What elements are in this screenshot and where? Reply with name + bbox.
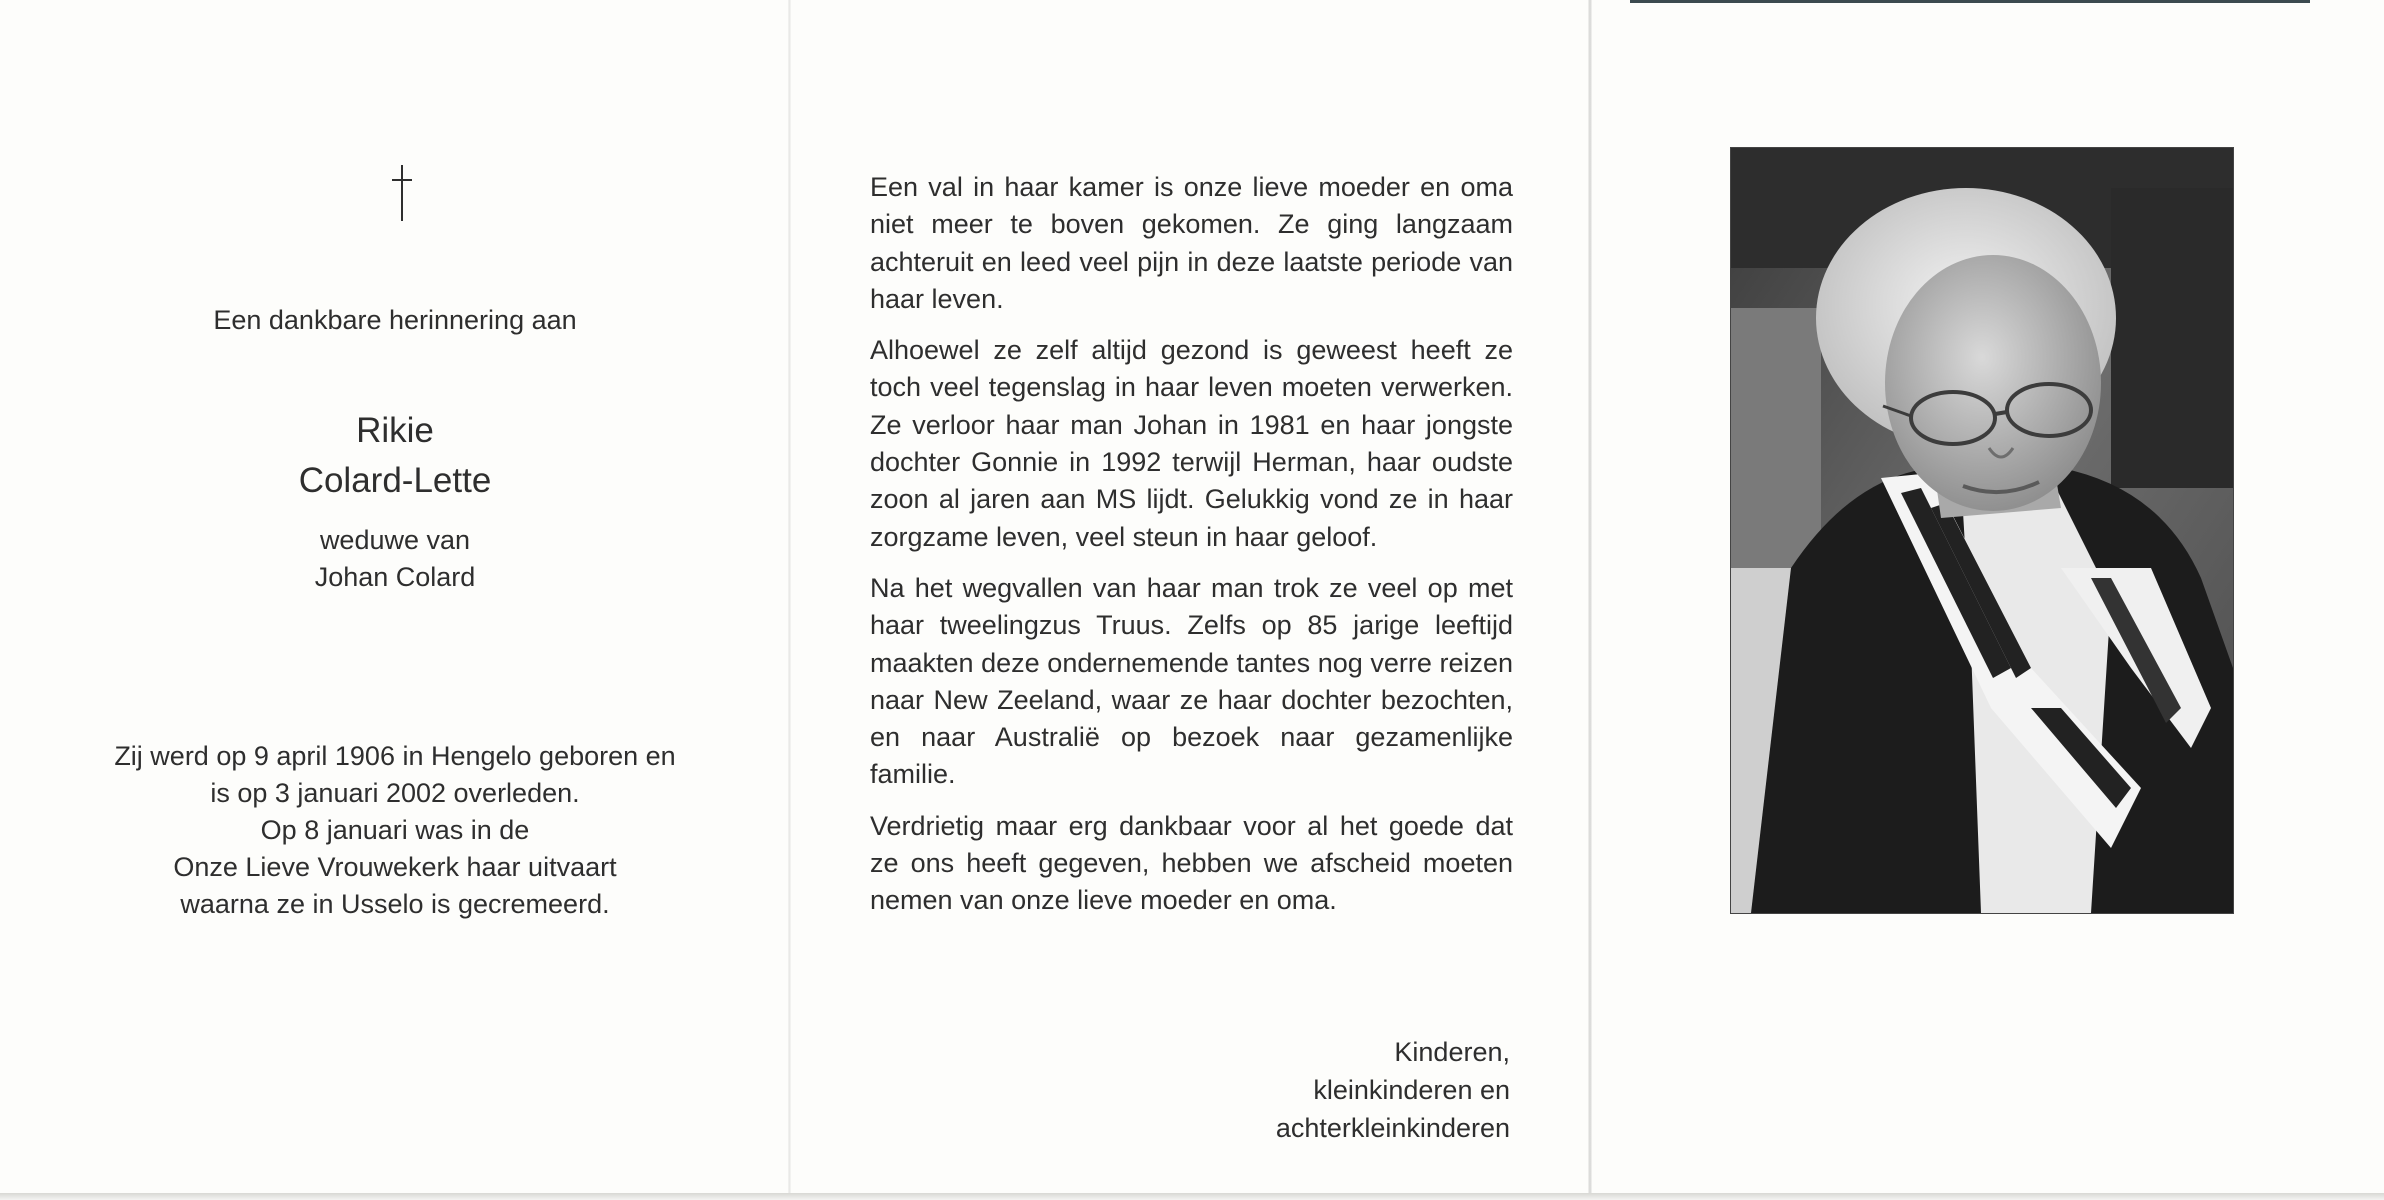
widow-block (0, 522, 790, 596)
surname: Colard-Lette (298, 461, 492, 500)
cross-icon (390, 165, 414, 221)
portrait-photo (1731, 148, 2233, 913)
life-line: Op 8 januari was in de (260, 815, 530, 845)
life-line: Zij werd op 9 april 1906 in Hengelo geboren en (114, 741, 676, 771)
paragraph: Verdrietig maar erg dankbaar voor al het goede dat ze ons heeft gegeven, hebben we afscheid moeten nemen van onze lieve moeder en oma. (870, 810, 1513, 916)
life-details (0, 738, 790, 923)
fold-line (1588, 0, 1592, 1196)
signature-line: Kinderen, (1394, 1037, 1510, 1067)
paragraph: Alhoewel ze zelf altijd gezond is geweest heeft ze toch veel tegenslag in haar leven moeten verwerken. Ze verloor haar man Johan in 1981 en haar jongste dochter Gonnie in 1992 terwijl Herman, haar oudste zoon al jaren aan MS lijdt. Gelukkig vond ze in haar zorgzame leven, veel steun in haar geloof. (870, 335, 1513, 552)
scan-edge (0, 1193, 2384, 1200)
paragraph: Een val in haar kamer is onze lieve moeder en oma niet meer te boven gekomen. Ze ging langzaam achteruit en leed veel pijn in deze laatste periode van haar leven. (870, 172, 1513, 314)
dedication-text: Een dankbare herinnering aan (213, 305, 577, 335)
memorial-text (870, 169, 1513, 934)
top-rule (1630, 0, 2310, 3)
husband-name: Johan Colard (314, 562, 476, 592)
first-name: Rikie (356, 411, 434, 450)
signature-line: achterkleinkinderen (1275, 1113, 1510, 1143)
signature-line: kleinkinderen en (1313, 1075, 1510, 1105)
life-line: Onze Lieve Vrouwekerk haar uitvaart (173, 852, 617, 882)
life-line: waarna ze in Usselo is gecremeerd. (180, 889, 610, 919)
life-line: is op 3 januari 2002 overleden. (210, 778, 580, 808)
paragraph: Na het wegvallen van haar man trok ze veel op met haar tweelingzus Truus. Zelfs op 85 jarige leeftijd maakten deze ondernemende tantes nog verre reizen naar New Zeeland, waar ze haar dochter bezochten, en naar Australië op bezoek naar gezamenlijke familie. (870, 572, 1513, 790)
widow-of-label: weduwe van (319, 525, 471, 555)
deceased-name (0, 406, 790, 506)
fold-line (788, 0, 791, 1196)
signature-block (1130, 1033, 1510, 1147)
